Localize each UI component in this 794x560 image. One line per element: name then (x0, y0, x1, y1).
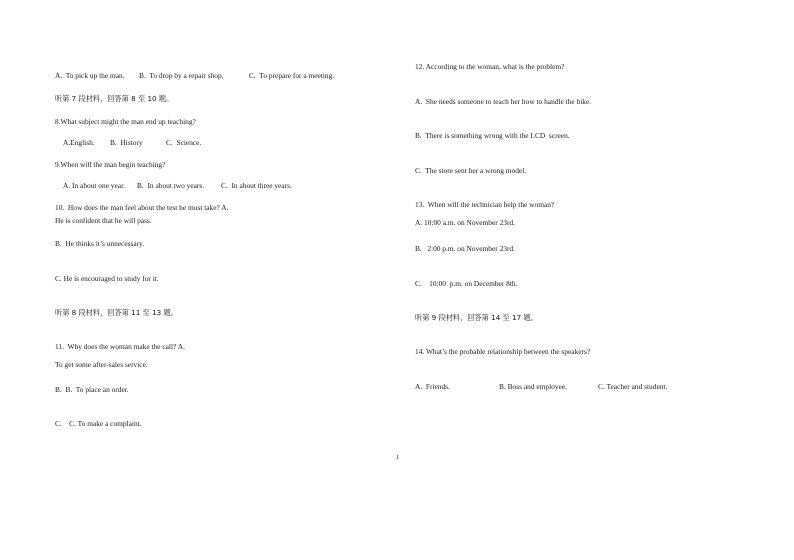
section-9-heading: 听第 9 段材料，回答第 14 至 17 题。 (415, 313, 538, 322)
q12-option-c: C. The store sent her a wrong model. (415, 166, 527, 175)
q13-option-c: C. 10:00 p.m. on December 8th. (415, 279, 518, 288)
page-number: 1 (396, 455, 399, 461)
q13-option-a: A. 10:00 a.m. on November 23rd. (415, 218, 515, 227)
q12-question: 12. According to the woman, what is the problem? (415, 62, 565, 71)
q9-option-c: C. In about three years. (221, 181, 292, 190)
q14-option-a: A. Friends. (415, 382, 450, 391)
q8-option-b: B. History (110, 138, 143, 147)
q14-option-c: C. Teacher and student. (598, 382, 668, 391)
q7-option-a: A. To pick up the man. (55, 71, 125, 80)
q10-option-c: C. He is encouraged to study for it. (55, 274, 159, 283)
q11-option-b: B. B. To place an order. (55, 385, 129, 394)
q12-option-b: B. There is something wrong with the LCD screen. (415, 131, 570, 140)
q7-option-b: B. To drop by a repair shop. (139, 71, 224, 80)
q13-question: 13. When will the technician help the woman? (415, 200, 555, 209)
q11-option-c: C. C. To make a complaint. (55, 419, 142, 428)
q11-question: 11. Why does the woman make the call? A. (55, 342, 185, 351)
q10-option-a: He is confident that he will pass. (55, 216, 152, 225)
q14-question: 14. What’s the probable relationship between the speakers? (415, 347, 591, 356)
q7-option-c: C. To prepare for a meeting. (249, 71, 335, 80)
q10-question: 10. How does the man feel about the test he must take? A. (55, 203, 229, 212)
q8-question: 8.What subject might the man end up teaching? (55, 117, 196, 126)
q10-option-b: B. He thinks it’s unnecessary. (55, 239, 145, 248)
q11-option-a: To get some after-sales service. (55, 360, 148, 369)
q14-option-b: B. Boss and employee. (499, 382, 567, 391)
q12-option-a: A. She needs someone to teach her how to handle the bike. (415, 97, 592, 106)
q9-option-a: A. In about one year. (63, 181, 125, 190)
q9-question: 9.When will the man begin teaching? (55, 160, 166, 169)
section-8-heading: 听第 8 段材料，回答第 11 至 13 题。 (55, 308, 178, 317)
q13-option-b: B. 2:00 p.m. on November 23rd. (415, 244, 515, 253)
q8-option-c: C. Science. (166, 138, 202, 147)
q9-option-b: B. In about two years. (137, 181, 205, 190)
q8-option-a: A.English. (63, 138, 95, 147)
section-7-heading: 听第 7 段材料，回答第 8 至 10 题。 (55, 94, 174, 103)
